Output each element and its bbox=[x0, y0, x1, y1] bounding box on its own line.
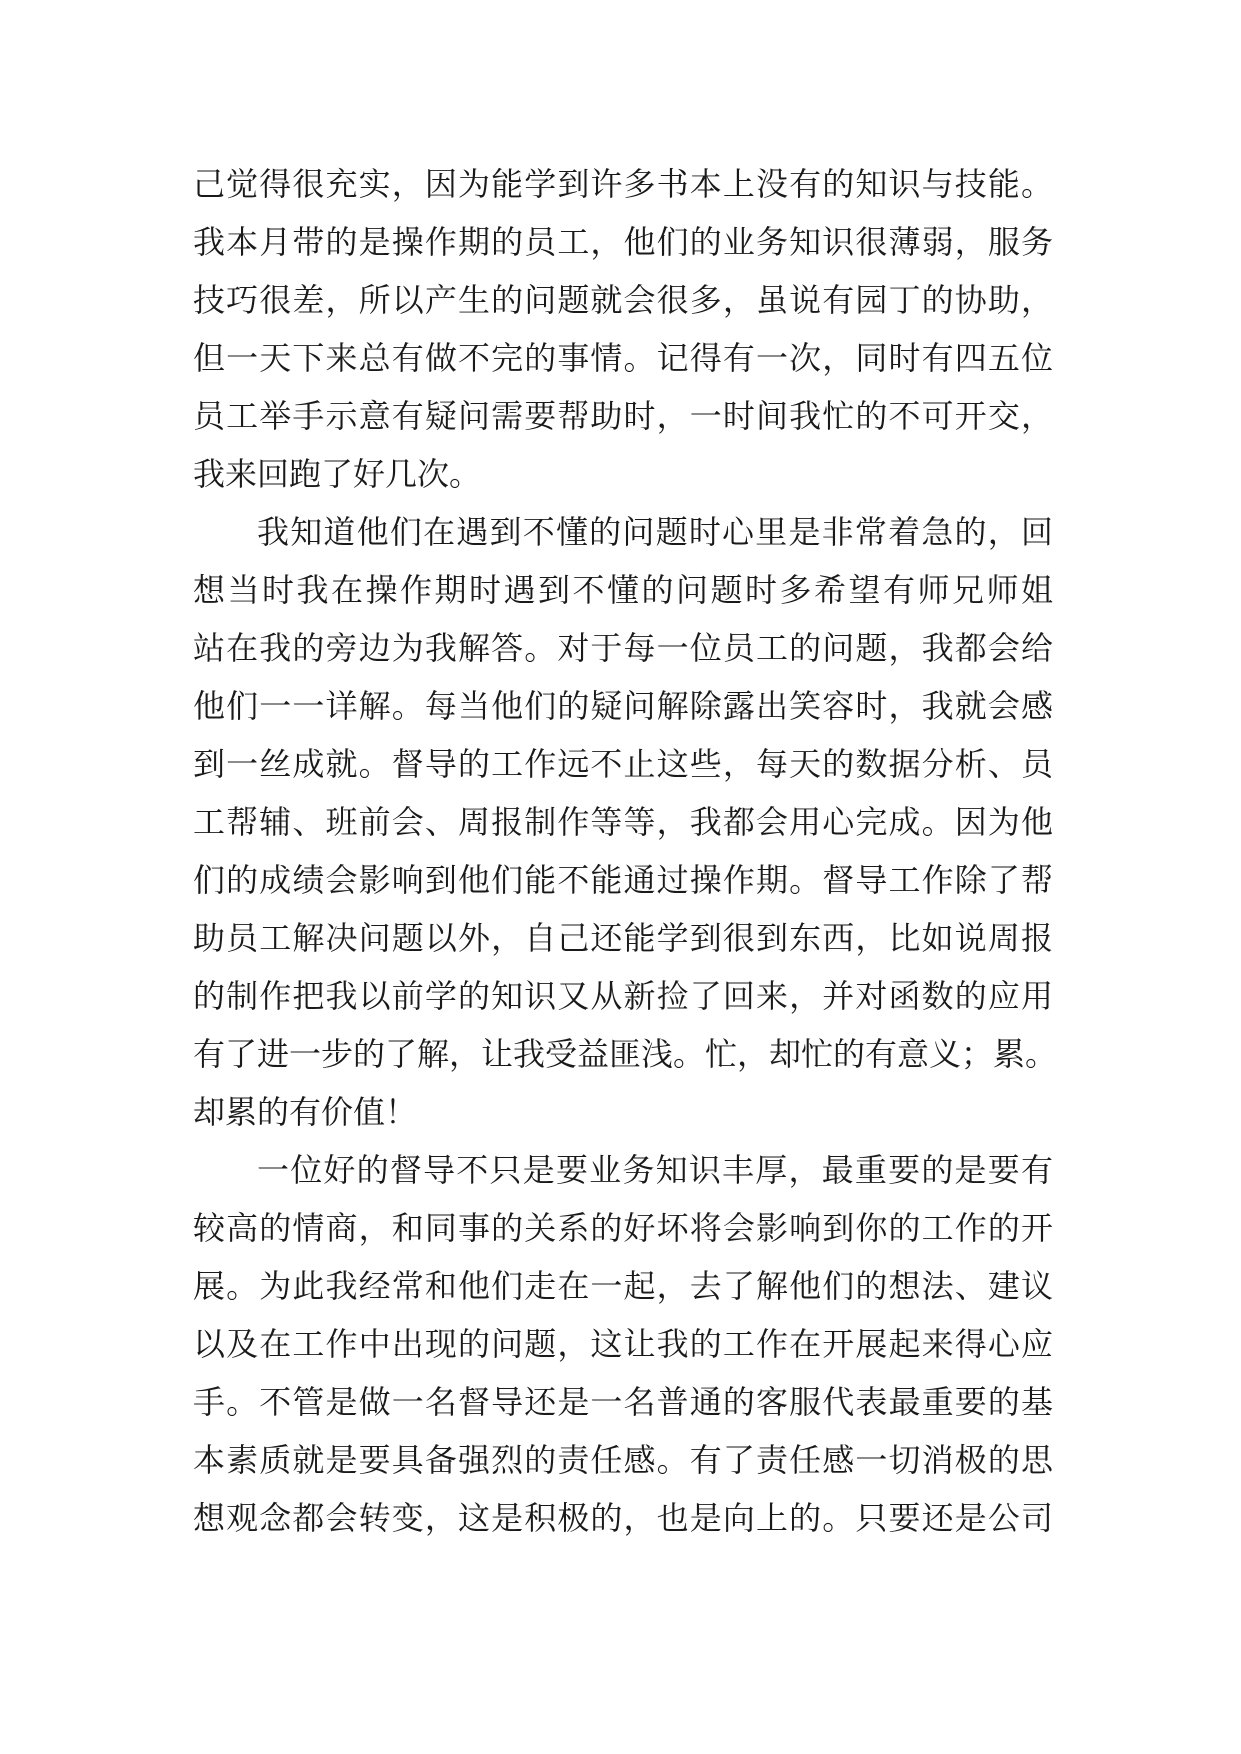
document-page bbox=[193, 155, 1058, 1547]
text-line: 我来回跑了好几次。 bbox=[193, 455, 482, 493]
text-line: 我知道他们在遇到不懂的问题时心里是非常着急的，回 bbox=[257, 513, 1053, 551]
text-line: 想当时我在操作期时遇到不懂的问题时多希望有师兄师姐 bbox=[193, 571, 1053, 609]
text-line: 到一丝成就。督导的工作远不止这些，每天的数据分析、员 bbox=[193, 745, 1053, 783]
text-line: 有了进一步的了解，让我受益匪浅。忙，却忙的有意义；累。 bbox=[193, 1035, 1058, 1073]
text-line: 他们一一详解。每当他们的疑问解除露出笑容时，我就会感 bbox=[193, 687, 1053, 725]
text-line: 一位好的督导不只是要业务知识丰厚，最重要的是要有 bbox=[257, 1151, 1053, 1189]
text-line: 己觉得很充实，因为能学到许多书本上没有的知识与技能。 bbox=[193, 165, 1053, 203]
text-line: 却累的有价值！ bbox=[193, 1093, 418, 1131]
text-line: 们的成绩会影响到他们能不能通过操作期。督导工作除了帮 bbox=[193, 861, 1053, 899]
text-line: 以及在工作中出现的问题，这让我的工作在开展起来得心应 bbox=[193, 1325, 1053, 1363]
text-line: 展。为此我经常和他们走在一起，去了解他们的想法、建议 bbox=[193, 1267, 1053, 1305]
text-line: 助员工解决问题以外，自己还能学到很到东西，比如说周报 bbox=[193, 919, 1053, 957]
text-line: 站在我的旁边为我解答。对于每一位员工的问题，我都会给 bbox=[193, 629, 1053, 667]
paragraph bbox=[193, 503, 1058, 1141]
text-line: 但一天下来总有做不完的事情。记得有一次，同时有四五位 bbox=[193, 339, 1053, 377]
text-line: 员工举手示意有疑问需要帮助时，一时间我忙的不可开交， bbox=[193, 397, 1053, 435]
text-line: 工帮辅、班前会、周报制作等等，我都会用心完成。因为他 bbox=[193, 803, 1053, 841]
text-line: 我本月带的是操作期的员工，他们的业务知识很薄弱，服务 bbox=[193, 223, 1053, 261]
text-line: 本素质就是要具备强烈的责任感。有了责任感一切消极的思 bbox=[193, 1441, 1053, 1479]
text-line: 技巧很差，所以产生的问题就会很多，虽说有园丁的协助， bbox=[193, 281, 1053, 319]
paragraph bbox=[193, 155, 1053, 503]
paragraph bbox=[193, 1141, 1053, 1547]
text-line: 的制作把我以前学的知识又从新捡了回来，并对函数的应用 bbox=[193, 977, 1053, 1015]
text-line: 想观念都会转变，这是积极的，也是向上的。只要还是公司 bbox=[193, 1499, 1053, 1537]
text-line: 较高的情商，和同事的关系的好坏将会影响到你的工作的开 bbox=[193, 1209, 1053, 1247]
text-line: 手。不管是做一名督导还是一名普通的客服代表最重要的基 bbox=[193, 1383, 1053, 1421]
